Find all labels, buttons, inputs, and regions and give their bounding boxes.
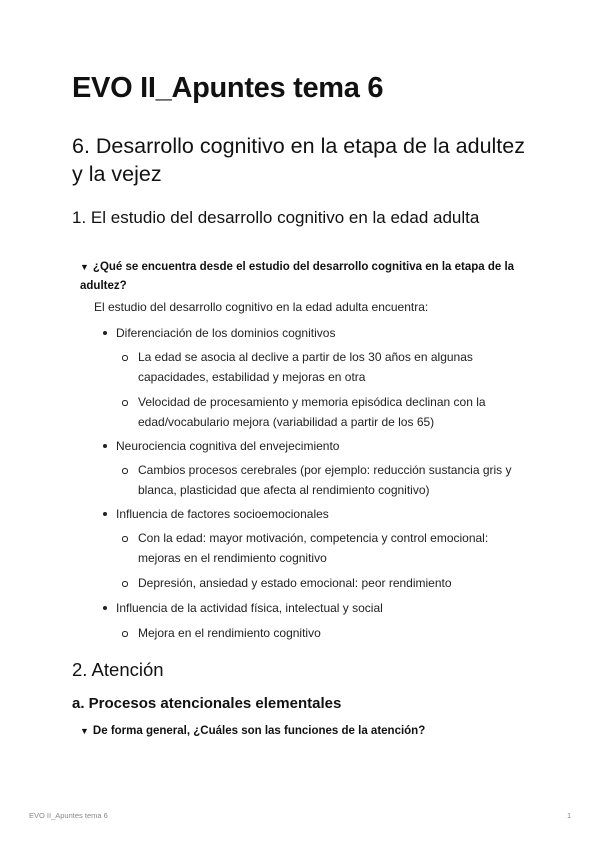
sub-list-item-text: Velocidad de procesamiento y memoria episódica declinan con la edad/vocabulario mejora (variabilidad a partir de los 65) xyxy=(138,395,486,429)
bullet-dot-icon xyxy=(103,331,107,335)
toggle-question-1[interactable] xyxy=(80,258,520,296)
section-2-heading: 2. Atención xyxy=(72,659,164,680)
list-item-label: Influencia de la actividad física, intelectual y social xyxy=(116,601,383,615)
footer-document-title: EVO II_Apuntes tema 6 xyxy=(29,811,108,820)
bullet-circle-icon xyxy=(122,400,128,406)
sub-list-item-text: Con la edad: mayor motivación, competencia y control emocional: mejoras en el rendimiento cognitivo xyxy=(138,531,489,565)
bullet-dot-icon xyxy=(103,606,107,610)
sub-list-item-text: Cambios procesos cerebrales (por ejemplo: reducción sustancia gris y blanca, plasticidad que afecta al rendimiento cognitivo) xyxy=(138,463,512,497)
bullet-circle-icon xyxy=(122,355,128,361)
toggle-question-2[interactable] xyxy=(80,722,520,741)
bullet-circle-icon xyxy=(122,631,128,637)
sub-list-item-text: Depresión, ansiedad y estado emocional: peor rendimiento xyxy=(138,576,452,590)
section-6-heading: 6. Desarrollo cognitivo en la etapa de la adultez y la vejez xyxy=(72,134,525,186)
list-item-label: Diferenciación de los dominios cognitivos xyxy=(116,326,336,340)
toggle-arrow-icon[interactable]: ▼ xyxy=(80,262,89,272)
bullet-dot-icon xyxy=(103,512,107,516)
document-title: EVO II_Apuntes tema 6 xyxy=(72,72,384,104)
toggle-arrow-icon[interactable]: ▼ xyxy=(80,726,89,736)
list-item-label: Neurociencia cognitiva del envejecimiento xyxy=(116,439,340,453)
bullet-circle-icon xyxy=(122,468,128,474)
list-item-label: Influencia de factores socioemocionales xyxy=(116,507,329,521)
toggle-question-text: De forma general, ¿Cuáles son las funciones de la atención? xyxy=(92,725,426,737)
bullet-circle-icon xyxy=(122,581,128,587)
subsection-a-heading: a. Procesos atencionales elementales xyxy=(72,695,342,712)
sub-list-item-text: Mejora en el rendimiento cognitivo xyxy=(138,626,321,640)
toggle-question-text: ¿Qué se encuentra desde el estudio del desarrollo cognitiva en la etapa de la adultez? xyxy=(80,261,515,292)
sub-list-item-text: La edad se asocia al declive a partir de los 30 años en algunas capacidades, estabilidad y mejoras en otra xyxy=(138,350,473,384)
footer-page-number: 1 xyxy=(567,811,572,820)
intro-paragraph: El estudio del desarrollo cognitivo en la edad adulta encuentra: xyxy=(94,300,429,314)
subsection-1-heading: 1. El estudio del desarrollo cognitivo en la edad adulta xyxy=(72,208,480,227)
bullet-dot-icon xyxy=(103,444,107,448)
bullet-circle-icon xyxy=(122,536,128,542)
